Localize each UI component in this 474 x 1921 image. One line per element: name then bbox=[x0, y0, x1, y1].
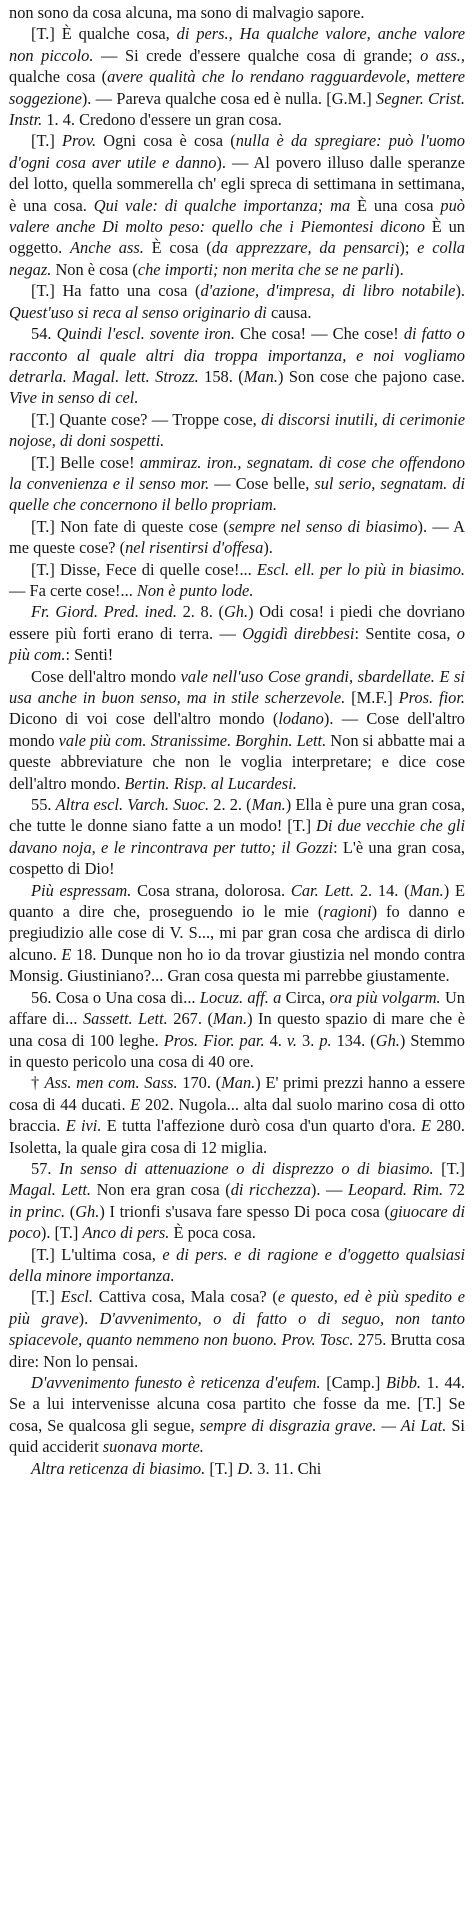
italic-text-run: avere qualità che lo rendano ragguardevole, mettere soggezione bbox=[9, 67, 465, 108]
italic-text-run: può valere anche Di molto peso: quello che i Piemontesi dicono bbox=[9, 195, 465, 237]
italic-text-run: Man. bbox=[221, 1073, 256, 1093]
entry-paragraph bbox=[9, 452, 465, 516]
italic-text-run: da apprezzare, da pensarci bbox=[211, 238, 400, 258]
italic-text-run: o più com. bbox=[9, 623, 465, 665]
italic-text-run: e colla negaz. bbox=[9, 238, 465, 279]
italic-text-run: di discorsi inutili, di cerimonie nojose, di doni sospetti. bbox=[9, 409, 465, 451]
text-run: [T.] Ha fatto una cosa ( bbox=[31, 281, 201, 301]
text-run: E tutta l'affezione durò cosa d'un quarto d'ora. bbox=[101, 1116, 422, 1136]
text-run: 275. Brutta cosa dire: Non lo pensai. bbox=[9, 1330, 465, 1371]
text-run: [T.] Belle cose! bbox=[31, 452, 140, 472]
text-run: [T.] bbox=[31, 1287, 61, 1307]
text-run: 57. bbox=[31, 1158, 60, 1178]
text-run: 1. 44. Se a lui intervenisse alcuna cosa partito che fosse da me. [T.] Se cosa, Se qualcosa gli segue, bbox=[9, 1373, 465, 1435]
text-run: Cattiva cosa, Mala cosa? ( bbox=[92, 1287, 278, 1307]
text-run: — Si crede d'essere qualche cosa di grande; bbox=[93, 45, 421, 65]
text-run: Dicono di voi cose dell'altro mondo ( bbox=[9, 709, 279, 729]
text-run: Cosa strana, dolorosa. bbox=[131, 880, 291, 900]
text-run: Circa, bbox=[281, 987, 330, 1007]
italic-text-run: Pros. Fior. par. bbox=[163, 1030, 265, 1050]
text-run: Non si abbatte mai a queste abbreviature che non le voglia interpretare; e dice cose dell'altro mondo. bbox=[9, 730, 466, 793]
italic-text-run: suonava morte. bbox=[102, 1437, 204, 1457]
text-run: [T.] Disse, Fece di quelle cose!... bbox=[31, 559, 257, 579]
text-run: ) Odi cosa! i piedi che dovriano essere più forti erano di terra. — bbox=[9, 602, 465, 643]
entry-paragraph bbox=[9, 516, 465, 559]
text-run: 280. Isoletta, la quale gira cosa di 12 miglia. bbox=[9, 1116, 466, 1157]
italic-text-run: Man. bbox=[243, 366, 278, 386]
italic-text-run: Leopard. Rim. bbox=[347, 1180, 444, 1200]
entry-paragraph bbox=[9, 559, 465, 602]
text-run: [T.] Quante cose? — Troppe cose, bbox=[31, 409, 262, 429]
text-run: 1. 4. Credono d'essere un gran cosa. bbox=[42, 110, 282, 130]
italic-text-run: di pers., Ha qualche valore, anche valore non piccolo. bbox=[9, 24, 466, 65]
text-run: 158. ( bbox=[198, 366, 244, 386]
text-run: 2. 14. ( bbox=[354, 880, 410, 900]
italic-text-run: di fatto o racconto al quale altri dia troppa importanza, e noi vogliamo detrarla. Magal. lett. Strozz. bbox=[9, 324, 465, 386]
text-run: qualche cosa ( bbox=[9, 67, 108, 87]
entry-paragraph bbox=[9, 23, 465, 130]
text-run: È un oggetto. bbox=[9, 217, 465, 258]
text-run: ). — Al povero illuso dalle speranze del lotto, quella sommerella ch' egli spreca di settimana in settimana, è una cosa. bbox=[9, 152, 465, 215]
italic-text-run: ora più volgarm. bbox=[329, 987, 441, 1007]
text-run: — Cose belle, bbox=[209, 473, 315, 493]
text-run: 170. ( bbox=[177, 1073, 222, 1093]
italic-text-run: nulla è da spregiare: può l'uomo d'ogni cosa aver utile e danno bbox=[9, 131, 465, 172]
text-run: ). bbox=[263, 538, 273, 558]
entry-paragraph bbox=[9, 794, 465, 880]
italic-text-run: nel risentirsi d'offesa bbox=[125, 538, 264, 558]
entry-paragraph bbox=[9, 1244, 465, 1287]
italic-text-run: ammiraz. iron., segnatam. di cose che offendono la convenienza e il senso mor. bbox=[9, 452, 465, 493]
entry-paragraph bbox=[9, 323, 465, 409]
italic-text-run: Oggidì direbbesi bbox=[242, 623, 355, 643]
text-run: 18. Dunque non ho io da trovar giustizia nel mondo contra Monsig. Giustiniano?... Gran cosa questa mi parrebbe giustamente. bbox=[9, 944, 465, 986]
entry-paragraph bbox=[9, 2, 465, 23]
text-run: — Fa certe cose!... bbox=[9, 580, 137, 600]
italic-text-run: Escl. bbox=[60, 1287, 93, 1307]
italic-text-run: E ivi. bbox=[65, 1116, 102, 1136]
text-run: ) In questo spazio di mare che è una cosa di 100 leghe. bbox=[9, 1009, 466, 1050]
italic-text-run: D'avvenimento, o di fatto o di seguo, non tanto spiacevole, quanto nemmeno non buono. Prov. Tosc. bbox=[9, 1308, 465, 1350]
italic-text-run: sul serio, segnatam. di quelle che concernono il bello propriam. bbox=[9, 473, 466, 515]
italic-text-run: Gh. bbox=[223, 602, 249, 622]
text-run: ( bbox=[65, 1201, 76, 1221]
italic-text-run: Altra escl. Varch. Suoc. bbox=[55, 795, 210, 815]
text-run: [T.] bbox=[433, 1158, 465, 1178]
text-run: 3. bbox=[297, 1030, 320, 1050]
text-run: ). bbox=[394, 259, 404, 279]
text-run: † bbox=[31, 1073, 45, 1093]
text-run: causa. bbox=[266, 302, 312, 322]
italic-text-run: d'azione, d'impresa, di libro notabile bbox=[200, 281, 456, 301]
text-run: 267. ( bbox=[167, 1009, 213, 1029]
text-run: È cosa ( bbox=[143, 238, 212, 258]
italic-text-run: Di due vecchie che gli davano noja, e le rincontrava per tutto; il Gozzi bbox=[9, 816, 465, 857]
entry-paragraph bbox=[9, 409, 465, 452]
text-run: [M.F.] bbox=[345, 688, 399, 707]
italic-text-run: Car. Lett. bbox=[290, 880, 355, 900]
text-run: 54. bbox=[31, 324, 57, 344]
italic-text-run: Locuz. aff. a bbox=[199, 987, 282, 1007]
text-run: 202. Nugola... alta dal suolo marino cosa di otto braccia. bbox=[9, 1094, 465, 1136]
italic-text-run: E bbox=[61, 944, 72, 964]
text-run: : L'è una gran cosa, cospetto di Dio! bbox=[9, 837, 465, 879]
text-run: 134. ( bbox=[331, 1030, 376, 1050]
text-run: ). [T.] bbox=[40, 1223, 83, 1243]
italic-text-run: E bbox=[421, 1116, 432, 1136]
text-run: È una cosa bbox=[350, 195, 441, 215]
italic-text-run: lodano bbox=[278, 709, 324, 729]
text-run: ). — Cose dell'altro mondo bbox=[9, 709, 465, 750]
text-run: [T.] bbox=[31, 131, 62, 151]
italic-text-run: Altra reticenza di biasimo. bbox=[31, 1458, 206, 1478]
italic-text-run: di ricchezza bbox=[230, 1180, 311, 1200]
entry-paragraph bbox=[9, 880, 465, 987]
text-run: 2. 8. ( bbox=[176, 602, 224, 622]
text-run: Un affare di... bbox=[9, 987, 465, 1029]
entry-paragraph bbox=[9, 1372, 465, 1458]
text-run: [T.] È qualche cosa, bbox=[31, 24, 177, 44]
italic-text-run: Anche ass. bbox=[70, 238, 144, 258]
italic-text-run: Sassett. Lett. bbox=[82, 1009, 168, 1029]
italic-text-run: Quindi l'escl. sovente iron. bbox=[56, 324, 235, 344]
text-run: ) Son cose che pajono case. bbox=[277, 366, 465, 386]
text-run: Non era gran cosa ( bbox=[91, 1180, 231, 1200]
text-run: ). bbox=[455, 281, 465, 301]
italic-text-run: In senso di attenuazione o di disprezzo o di biasimo. bbox=[59, 1158, 434, 1178]
text-run: [T.] Non fate di queste cose ( bbox=[31, 516, 229, 536]
text-run: ) Ella è pure una gran cosa, che tutte le donne siano fatte a un modo! [T.] bbox=[9, 795, 465, 836]
text-run: Si quid acciderit bbox=[9, 1415, 465, 1457]
text-run: non sono da cosa alcuna, ma sono di malvagio sapore. bbox=[9, 3, 365, 22]
italic-text-run: Gh. bbox=[75, 1201, 100, 1221]
text-run: Cose dell'altro mondo bbox=[31, 666, 181, 686]
italic-text-run: Gh. bbox=[375, 1030, 400, 1050]
italic-text-run: sempre nel senso di biasimo bbox=[228, 516, 418, 536]
text-run: 72 bbox=[443, 1180, 465, 1200]
entry-paragraph bbox=[9, 1286, 465, 1372]
text-run: 2. 2. ( bbox=[209, 795, 252, 815]
italic-text-run: sempre di disgrazia grave. — Ai Lat. bbox=[199, 1415, 447, 1435]
italic-text-run: D'avvenimento funesto è reticenza d'eufem. bbox=[31, 1373, 321, 1392]
italic-text-run: Pros. fior. bbox=[398, 688, 466, 707]
text-run: ) I trionfi s'usava fare spesso Di poca cosa ( bbox=[99, 1201, 390, 1221]
italic-text-run: Qui vale: di qualche importanza; ma bbox=[93, 195, 351, 215]
italic-text-run: vale nell'uso Cose grandi, sbardellate. E si usa anche in buon senso, ma in stile scherzevole. bbox=[9, 666, 465, 707]
italic-text-run: Fr. Giord. Pred. ined. bbox=[31, 602, 177, 622]
italic-text-run: Non è punto lode. bbox=[136, 580, 254, 600]
text-run: 4. bbox=[264, 1030, 287, 1050]
text-run: [T.] bbox=[205, 1458, 238, 1478]
entry-paragraph bbox=[9, 1072, 465, 1158]
italic-text-run: giuocare di poco bbox=[9, 1201, 465, 1243]
text-run: ). bbox=[78, 1308, 100, 1328]
entry-paragraph bbox=[9, 1158, 465, 1244]
italic-text-run: v. bbox=[286, 1030, 298, 1050]
text-run: Non è cosa ( bbox=[51, 259, 138, 279]
italic-text-run: Magal. Lett. bbox=[9, 1180, 92, 1200]
italic-text-run: Quest'uso si reca al senso originario di bbox=[9, 302, 267, 322]
italic-text-run: Prov. bbox=[61, 131, 97, 151]
italic-text-run: Anco di pers. bbox=[82, 1223, 170, 1243]
text-run: È poca cosa. bbox=[169, 1223, 256, 1243]
entry-paragraph bbox=[9, 1458, 465, 1479]
italic-text-run: D. bbox=[237, 1458, 254, 1478]
text-run: ) fo danno e pregiudizio alle cose di V. S..., mi par gran cosa che ardisca di dirlo alcuno. bbox=[9, 902, 465, 964]
text-run: Ogni cosa è cosa ( bbox=[96, 131, 236, 151]
italic-text-run: e di pers. e di ragione e d'oggetto qualsiasi della minore importanza. bbox=[9, 1244, 466, 1285]
text-run: Che cosa! — Che cose! bbox=[234, 324, 404, 344]
entry-paragraph bbox=[9, 601, 465, 665]
text-run: [Camp.] bbox=[320, 1373, 386, 1392]
entry-paragraph bbox=[9, 280, 465, 323]
text-run: ) E quanto a dire che, proseguendo io le mie ( bbox=[9, 880, 465, 922]
text-run: ). — A me queste cose? ( bbox=[9, 516, 466, 558]
italic-text-run: Vive in senso di cel. bbox=[9, 388, 139, 408]
text-run: ) E' primi prezzi hanno a essere cosa di 44 ducati. bbox=[9, 1073, 465, 1114]
italic-text-run: p. bbox=[319, 1030, 332, 1050]
text-run: ); bbox=[399, 238, 418, 258]
italic-text-run: Segner. Crist. Instr. bbox=[9, 88, 465, 130]
italic-text-run: o ass., bbox=[420, 45, 465, 65]
italic-text-run: ragioni bbox=[323, 902, 372, 922]
text-run: [T.] L'ultima cosa, bbox=[31, 1244, 163, 1264]
italic-text-run: Più espressam. bbox=[31, 880, 132, 900]
entry-paragraph bbox=[9, 987, 465, 1073]
italic-text-run: in princ. bbox=[9, 1201, 66, 1221]
text-run: ). — bbox=[310, 1180, 348, 1200]
italic-text-run: Man. bbox=[251, 795, 286, 815]
italic-text-run: Man. bbox=[409, 880, 444, 900]
italic-text-run: e questo, ed è più spedito e più grave bbox=[9, 1287, 465, 1328]
text-run: 56. Cosa o Una cosa di... bbox=[31, 987, 200, 1007]
text-run: ) Stemmo in questo pericolo una cosa di 40 ore. bbox=[9, 1030, 465, 1071]
text-run: : Sentite cosa, bbox=[354, 623, 457, 643]
text-run: 55. bbox=[31, 795, 56, 815]
italic-text-run: che importi; non merita che se ne parli bbox=[137, 259, 395, 279]
italic-text-run: Ass. men com. Sass. bbox=[44, 1073, 178, 1093]
entry-paragraph bbox=[9, 130, 465, 280]
text-run: ). — Pareva qualche cosa ed è nulla. [G.M.] bbox=[81, 88, 377, 108]
italic-text-run: Escl. ell. per lo più in biasimo. bbox=[256, 559, 465, 579]
italic-text-run: Bertin. Risp. al Lucardesi. bbox=[124, 773, 297, 793]
italic-text-run: Man. bbox=[212, 1009, 248, 1029]
text-run: : Senti! bbox=[65, 645, 114, 665]
text-run: 3. 11. Chi bbox=[253, 1458, 322, 1478]
italic-text-run: Bibb. bbox=[385, 1373, 422, 1392]
italic-text-run: vale più com. Stranissime. Borghin. Lett. bbox=[58, 730, 327, 750]
italic-text-run: E bbox=[130, 1094, 141, 1114]
entry-paragraph bbox=[9, 666, 465, 794]
